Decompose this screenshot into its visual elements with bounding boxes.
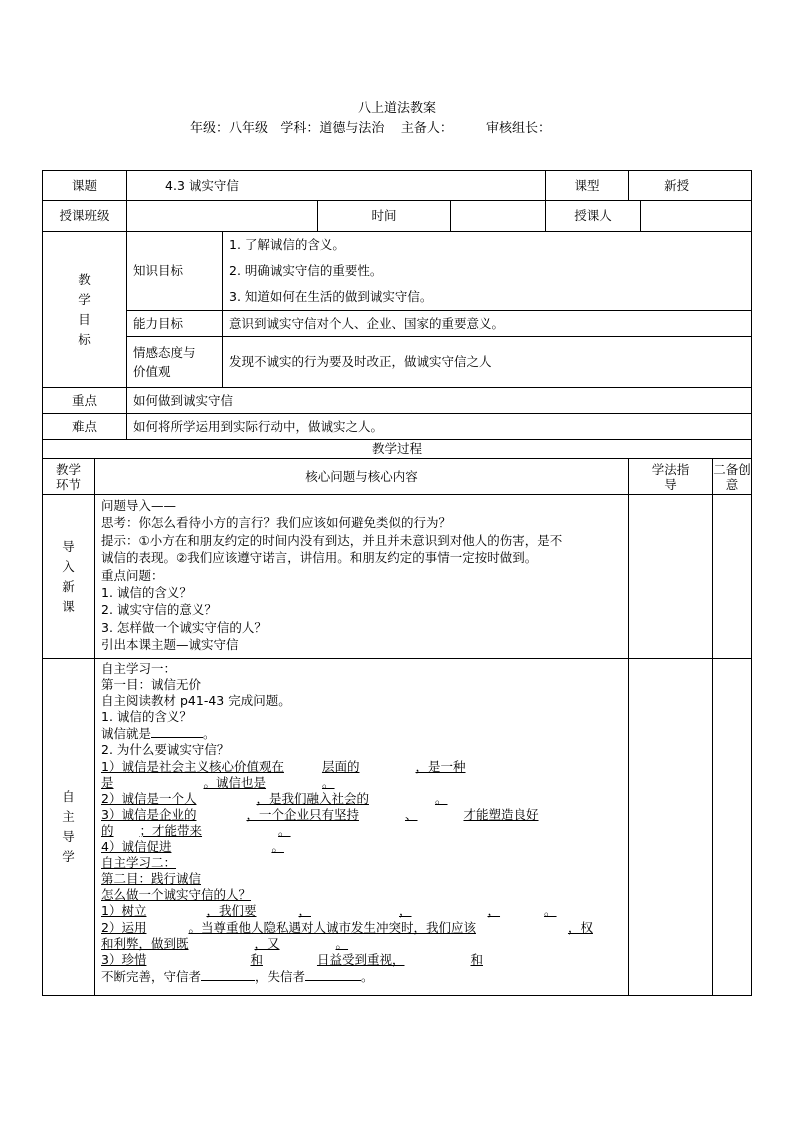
intro-content: 问题导入—— 思考：你怎么看待小方的言行？我们应该如何避免类似的行为？ 提示：①小方在和朋友约定的时间内没有到达，并且并未意识到对他人的伤害，是不 诚信的表现。②我们应该遵守诺言，讲信用。和朋友约定的事情一定按时做到。 重点问题： 1. 诚信的含义？ 2. 诚实守信的意义？ 3. 怎样做一个诚实守信的人？ 引出本课主题—诚实守信 <box>95 495 629 659</box>
ability-goal-value: 意识到诚实守信对个人、企业、国家的重要意义。 <box>223 311 752 337</box>
stage-header: 教学 环节 <box>43 459 95 495</box>
key-point-label: 重点 <box>43 388 127 414</box>
goals-label: 教 学 目 标 <box>43 232 127 388</box>
knowledge-goal-item: 1. 了解诚信的含义。 <box>229 237 345 252</box>
intro-method-cell <box>629 495 713 659</box>
process-title: 教学过程 <box>43 440 752 459</box>
topic-label: 课题 <box>43 171 127 201</box>
self-study-stage-label: 自 主 导 学 <box>43 659 95 996</box>
teacher-label: 授课人 <box>546 201 641 232</box>
knowledge-goal-item: 3. 知道如何在生活的做到诚实守信。 <box>229 289 433 304</box>
method-header: 学法指 导 <box>629 459 713 495</box>
teacher-value <box>641 201 752 232</box>
self-study-revision-cell <box>713 659 752 996</box>
knowledge-goal-label: 知识目标 <box>127 232 223 311</box>
key-point-value: 如何做到诚实守信 <box>127 388 752 414</box>
topic-value: 4.3 诚实守信 <box>127 171 546 201</box>
page-subtitle: 年级：八年级 学科：道德与法治 主备人： 审核组长： <box>190 121 551 136</box>
self-study-content: 自主学习一： 第一目：诚信无价 自主阅读教材 p41-43 完成问题。 1. 诚信的含义？ 诚信就是 。 2. 为什么要诚实守信？ 1）诚信是社会主义核心价值观在 层面的 ，是一种 是 。诚信也是 。 2）诚信是一个人 ，是我们融入社会的 。 3）诚信是企业的 ，一个企业只有坚持 、 才能塑造良好 的 ；才能带来 。 4）诚信促进 。 自主学习二： 第二目：践行诚信 怎么做一个诚实守信的人？ 1）树立 ，我们要 ， ， ， 。 2）运用 。当尊重他人隐私遇对人诚市发生冲突时，我们应该 ，权 和利弊，做到既 ，又 。 3）珍惜 和 日益受到重视， 和 不断完善，守信者 ，失信者 。 <box>95 659 629 996</box>
class-label: 授课班级 <box>43 201 127 232</box>
time-label: 时间 <box>318 201 451 232</box>
class-value <box>127 201 318 232</box>
knowledge-goal-item: 2. 明确诚实守信的重要性。 <box>229 263 383 278</box>
page-title: 八上道法教案 <box>357 101 436 116</box>
emotion-goal-value: 发现不诚实的行为要及时改正，做诚实守信之人 <box>223 337 752 388</box>
knowledge-goal-list <box>223 232 752 311</box>
type-label: 课型 <box>546 171 629 201</box>
emotion-goal-label: 情感态度与 价值观 <box>127 337 223 388</box>
lesson-plan-table <box>42 170 752 996</box>
revision-header: 二备创 意 <box>713 459 752 495</box>
intro-stage-label: 导 入 新 课 <box>43 495 95 659</box>
type-value: 新授 <box>629 171 752 201</box>
time-value <box>451 201 546 232</box>
content-header: 核心问题与核心内容 <box>95 459 629 495</box>
self-study-method-cell <box>629 659 713 996</box>
difficulty-value: 如何将所学运用到实际行动中，做诚实之人。 <box>127 414 752 440</box>
ability-goal-label: 能力目标 <box>127 311 223 337</box>
difficulty-label: 难点 <box>43 414 127 440</box>
intro-revision-cell <box>713 495 752 659</box>
